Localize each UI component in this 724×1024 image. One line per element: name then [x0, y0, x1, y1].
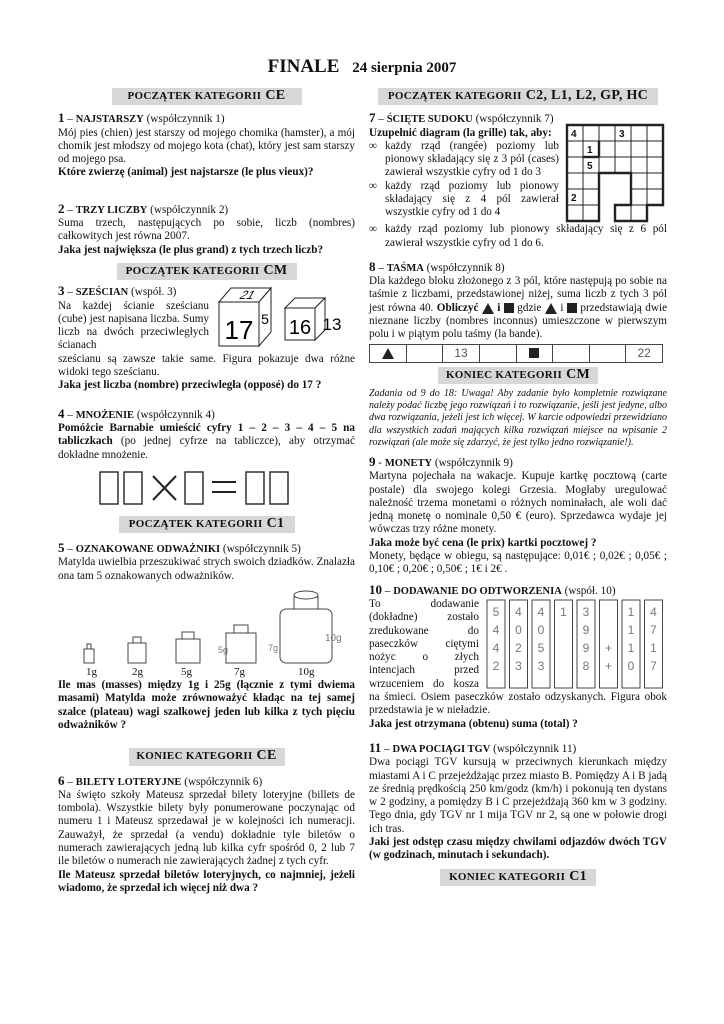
exercise-11-text: Dwa pociągi TGV kursują w przeciwnych kierunkach między miastami A i C przejeżdżając przez miasto B. Pomiędzy A i B jadą ze średnią prędkością 250 km/godz (km/h) i pokonują ten dystans w 2 godziny, a pomiędzy B i C przejeżdżają 360 km w 3 godziny. Tego dnia, gdy TGV nr 1 mija TGV nr 2, są one w połowie drogi ich tras. — [369, 756, 667, 835]
digit-box-1 — [100, 472, 118, 504]
cube-figure — [215, 284, 355, 348]
paper-strips-figure — [485, 598, 667, 690]
band-c1-start: POCZĄTEK KATEGORII C1 — [119, 516, 295, 533]
notice-text: Zadania od 9 do 18: Uwaga! Aby zadanie było kompletnie rozwiązane należy podać liczbę jego rozwiązań i to rozwiązanie, jeśli jest jedyne, albo dwa rozwiązania, jeżeli jest ich więcej. W karcie odpowiedzi przewidziano dla wszystkich zadań mających kilka rozwiązań miejsce na wpisanie 2 rozwiązań (ale może się zdarzyć, że jest tylko jedno rozwiązanie!). — [369, 387, 667, 448]
tape-cell-3: 13 — [443, 345, 480, 362]
strip-digit: 3 — [537, 658, 545, 673]
strip-digit: 9 — [582, 640, 590, 655]
strip-digit: 0 — [627, 658, 635, 673]
strip-digit: 4 — [515, 604, 522, 619]
strip-digit: 1 — [627, 640, 635, 655]
page-title — [0, 56, 724, 77]
exercise-11-question: Jaki jest odstęp czasu między chwilami odjazdów dwóch TGV (w godzinach, minutach i sekundach). — [369, 836, 667, 862]
grid-cell-r0c0: 4 — [571, 129, 577, 141]
digit-box-4 — [246, 472, 264, 504]
strip-digit: 1 — [627, 604, 635, 619]
weight-label-5g: 5g — [181, 666, 192, 679]
grid-cell-r2c1: 5 — [587, 161, 593, 173]
exercise-3-question: Jaka jest liczba (nombre) przeciwległa (opposé) do 17 ? — [58, 379, 322, 392]
weight-2g — [128, 643, 146, 663]
digit-box-2 — [124, 472, 142, 504]
strip-digit: 1 — [627, 622, 635, 637]
weight-5g-inner: 5g — [218, 645, 229, 656]
strip-digit: 3 — [582, 604, 590, 619]
tape-cell-5 — [517, 345, 554, 362]
exercise-1-question: Które zwierzę (animal) jest najstarsze (le plus vieux)? — [58, 166, 314, 179]
weight-label-10g: 10g — [298, 666, 315, 679]
exercise-6-question: Ile Mateusz sprzedał biletów loteryjnych, co najmniej, jeżeli wiadomo, że sprzedał ich więcej niż dwa ? — [58, 868, 355, 894]
digit-box-5 — [270, 472, 288, 504]
multiplication-figure — [58, 462, 355, 510]
rule-item: ∞ każdy rząd poziomy lub pionowy składający się z 4 pól zawierał wszystkie cyfry od 1 do 4 — [369, 179, 559, 219]
exercise-5-text: Matylda uwielbia przeszukiwać strych swoich dziadków. Znalazła ona tam 5 oznakowanych odważników. — [58, 556, 355, 582]
exercise-7-intro: Uzupełnić diagram (la grille) tak, aby: — [369, 126, 552, 139]
weights-figure — [58, 583, 355, 679]
exercise-5-question: Ile mas (masses) między 1g i 25g (łącznie z tymi dwiema masami) Matylda może zrównoważyć kładąc na tej samej szalce (plateau) wagi szalkowej jeden lub kilka z tych pięciu odważników ? — [58, 679, 355, 731]
exercise-4: 4 – MNOŻENIE (współczynnik 4) Pomóżcie Barnabie umieścić cyfry 1 – 2 – 3 – 4 – 5 na tabliczkach (po jednej cyfrze na tabliczce), aby otrzymać dokładne mnożenie. — [58, 407, 355, 510]
strip-digit: 4 — [492, 622, 500, 637]
number-tape — [369, 344, 663, 363]
strip-digit: 1 — [560, 604, 567, 619]
cube-1-front: 17 — [224, 315, 254, 346]
tape-cell-7 — [590, 345, 627, 362]
strip-digit: 2 — [492, 658, 500, 673]
strip-digit: 2 — [515, 640, 522, 655]
exercise-2-text: Suma trzech, następujących po sobie, liczb (nombres) całkowitych jest równa 2007. — [58, 217, 355, 243]
exercise-2-question: Jaka jest największa (le plus grand) z tych trzech liczb? — [58, 243, 324, 256]
strip-digit: 9 — [582, 622, 590, 637]
weight-7g — [226, 633, 256, 663]
title-date: 24 sierpnia 2007 — [352, 60, 457, 76]
cube-1-side: 5 — [261, 311, 269, 328]
exercise-7-rules — [369, 140, 667, 250]
left-column — [58, 88, 355, 901]
strip-digit: 0 — [515, 622, 522, 637]
cube-2-side: 13 — [322, 315, 342, 335]
weight-7g-inner: 7g — [268, 643, 279, 654]
grid-cell-r0c3: 3 — [619, 129, 625, 141]
exercise-2: 2 – TRZY LICZBY (współczynnik 2) Suma trzech, następujących po sobie, liczb (nombres) całkowitych jest równa 2007. Jaka jest największa (le plus grand) z tych trzech liczb? — [58, 200, 355, 256]
cube-1-top: 21 — [237, 288, 259, 303]
tape-cell-6 — [553, 345, 590, 362]
exercise-4-question: Pomóżcie Barnabie umieścić cyfry 1 – 2 – 3 – 4 – 5 na tabliczkach — [58, 421, 355, 448]
right-column — [369, 88, 667, 890]
exercise-9: 9 - MONETY (współczynnik 9) Martyna pojechała na wakacje. Kupuje kartkę pocztową (carte postale) dla swojego kolegi Grzesia. Mogłaby uregulować należność trzema monetami o różnych nominałach, ale woli dać jedną monetę o nominale 0,50 € (euro). Sprzedawca wydaje jej wówczas trzy różne monety. Jaka może być cena (le prix) kartki pocztowej ? Monety, będące w obiegu, są następujące: 0,01€ ; 0,02€ ; 0,05€ ; 0,10€ ; 0,20€ ; 0,50€ ; 1€ i 2€ . — [369, 453, 667, 576]
strip-digit: 1 — [650, 640, 657, 655]
strip-digit: 7 — [650, 658, 657, 673]
rule-item: ∞ każdy rząd poziomy lub pionowy składający się z 6 pól zawierał wszystkie cyfry od 1 do 6. — [369, 223, 667, 249]
exercise-8-question: Obliczyć — [436, 301, 479, 314]
triangle-icon — [545, 303, 557, 314]
strip-digit: 7 — [650, 622, 657, 637]
triangle-icon — [482, 303, 494, 314]
exercise-3-text-2: sześcianu są zawsze takie same. Figura pokazuje dwa różne widoki tego sześcianu. — [58, 352, 355, 379]
band-c2-start: POCZĄTEK KATEGORII C2, L1, L2, GP, HC — [378, 88, 658, 105]
grid-cell-r4c0: 2 — [571, 193, 577, 205]
weight-label-2g: 2g — [132, 666, 143, 679]
exercise-10-text: To dodawanie (dokładne) zostało zredukowane do paseczków ciętymi nożyc o złych intencjach przed wrzuceniem do kosza na śmieci. Osiem paseczków zostało odzyskanych. Figura obok przedstawia je w nieładzie. — [369, 597, 667, 717]
tape-cell-4 — [480, 345, 517, 362]
strip-digit: 3 — [515, 658, 522, 673]
tape-cell-8: 22 — [637, 345, 651, 360]
square-icon — [529, 348, 539, 358]
exercise-9-question: Jaka może być cena (le prix) kartki pocztowej ? — [369, 536, 597, 549]
strip-digit: + — [604, 640, 613, 655]
exercise-5: 5 – OZNAKOWANE ODWAŻNIKI (współczynnik 5) Matylda uwielbia przeszukiwać strych swoich dziadków. Znalazła ona tam 5 oznakowanych odważników. 5g 7g 10g 1g 2g 5g 7g 10g Ile mas (masses) między 1g i 25g (łącznie z tymi dwiema masami) Matylda może zrównoważyć kładąc na tej samej szalce (plateau) wagi szalkowej jeden lub kilka z tych pięciu odważników ? — [58, 540, 355, 731]
square-icon — [504, 303, 514, 313]
cube-2-front: 16 — [288, 317, 312, 340]
strip-digit: + — [604, 658, 613, 673]
weight-label-7g: 7g — [234, 666, 245, 679]
band-c1-end: KONIEC KATEGORII C1 — [440, 869, 596, 886]
exercise-8: 8 – TAŚMA (współczynnik 8) Dla każdego bloku złożonego z 3 pól, które następują po sobie na taśmie z liczbami, przedstawionej niżej, suma liczb z tych 3 pól jest równa 40. Obliczyć i gdzie i przedstawiają dwie nieznane liczby (nombres inconnus) umieszczone w pierwszym polu i w piątym polu taśmy (la bande). 13 22 — [369, 260, 667, 363]
weight-1g — [84, 649, 94, 663]
tape-cell-2 — [407, 345, 444, 362]
exercise-9-coins: Monety, będące w obiegu, są następujące: 0,01€ ; 0,02€ ; 0,05€ ; 0,10€ ; 0,20€ ; 0,50€ ; 1€ i 2€ . — [369, 550, 667, 576]
strip-digit: 4 — [650, 604, 657, 619]
rule-item: ∞ każdy rząd (rangée) poziomy lub pionowy składający się z 3 pól (cases) zawierał wszystkie cyfry od 1 do 3 — [369, 139, 559, 179]
exercise-7: 4 3 1 5 2 7 – ŚCIĘTE SUDOKU (współczynnik 7) Uzupełnić diagram (la grille) tak, aby: ∞ każdy rząd (rangée) poziomy lub pionowy składający się z 3 pól (cases) zawierał wszystkie cyfry od 1 do 3 ∞ każdy rząd poziomy lub pionowy składający się z 4 pól zawierał wszystkie cyfry od 1 do 4 ∞ każdy rząd poziomy lub pionowy składający się z 6 pól zawierał wszystkie cyfry od 1 do 6. — [369, 110, 667, 249]
exercise-10: 10 – DODAWANIE DO ODTWORZENIA (współ. 10) 5 4 4 2 4 0 2 3 4 0 5 3 1 3 9 9 8 + + 1 1 1 0 4 7 1 7 To dodawanie (dokładne) zostało zredukowane do paseczków ciętymi nożyc o złych intencjach przed wrzuceniem do kosza na śmieci. Osiem paseczków zostało odzyskanych. Figura obok przedstawia je w nieładzie. Jaka jest otrzymana (obtenu) suma (total) ? — [369, 581, 667, 730]
grid-cell-r1c1: 1 — [587, 145, 593, 157]
band-cm-start: POCZĄTEK KATEGORII CM — [117, 263, 297, 280]
exercise-11: 11 – DWA POCIĄGI TGV (współczynnik 11) Dwa pociągi TGV kursują w przeciwnych kierunkach między miastami A i C przejeżdżając przez miasto B. Pomiędzy A i B jadą ze średnią prędkością 250 km/godz (km/h) i pokonują ten dystans w 2 godziny, a pomiędzy B i C przejeżdżają 360 km w 3 godziny. Tego dnia, gdy TGV nr 1 mija TGV nr 2, są one w połowie drogi ich tras. Jaki jest odstęp czasu między chwilami odjazdów dwóch TGV (w godzinach, minutach i sekundach). — [369, 739, 667, 862]
strip-digit: 5 — [492, 604, 500, 619]
digit-box-3 — [185, 472, 203, 504]
strip-digit: 8 — [582, 658, 590, 673]
weight-label-1g: 1g — [86, 666, 97, 679]
strip-digit: 4 — [492, 640, 500, 655]
exercise-6-text: Na święto szkoły Mateusz sprzedał bilety loteryjne (billets de tombola). Wszystkie bilety były ponumerowane poczynając od numeru 1 i Mateusz sprzedawał je w kolejności ich numeracji. Zauważył, że sprzedał (a vendu) dokładnie tyle biletów o numerach zawierających jedną lub kilka cyfr spośród 0, 2 lub 7 ile biletów o numerach nie zawierających żadnej z tych cyfr. — [58, 788, 355, 868]
title-main: FINALE — [267, 56, 340, 77]
strip-digit: 0 — [537, 622, 545, 637]
exercise-10-question: Jaka jest otrzymana (obtenu) suma (total) ? — [369, 717, 578, 730]
exercise-9-text: Martyna pojechała na wakacje. Kupuje kartkę pocztową (carte postale) dla swojego kolegi Grzesia. Mogłaby uregulować należność trzema monetami o różnych nominałach, ale woli dać jedną monetę o nominale 0,50 € (euro). Sprzedawca wydaje jej wówczas trzy różne monety. — [369, 470, 667, 536]
tape-cell-1 — [370, 345, 407, 362]
band-cm-end: KONIEC KATEGORII CM — [438, 367, 598, 384]
exercise-3-text-1: Na każdej ścianie sześcianu (cube) jest napisana liczba. Sumy liczb na dwóch przeciwległych ścianach — [58, 299, 209, 352]
strip-digit: 5 — [537, 640, 545, 655]
weight-10g-inner: 10g — [325, 633, 342, 645]
exercise-6: 6 – BILETY LOTERYJNE (współczynnik 6) Na święto szkoły Mateusz sprzedał bilety loteryjne (billets de tombola). Wszystkie bilety były ponumerowane poczynając od numeru 1 i Mateusz sprzedawał je w kolejności ich numeracji. Zauważył, że sprzedał (a vendu) dokładnie tyle biletów o numerach zawierających jedną lub kilka cyfr spośród 0, 2 lub 7 ile biletów o numerach nie zawierających żadnej z tych cyfr. Ile Mateusz sprzedał biletów loteryjnych, co najmniej, jeżeli wiadomo, że sprzedał ich więcej niż dwa ? — [58, 772, 355, 894]
strip-digit: 4 — [537, 604, 545, 619]
weight-5g — [176, 639, 200, 663]
exercise-1: 1 – NAJSTARSZY (współczynnik 1) Mój pies (chien) jest starszy od mojego chomika (hamster), a mój chomik jest młodszy od mojego kota (chat), który jest sam starszy od mojego psa. Które zwierzę (animal) jest najstarsze (le plus vieux)? — [58, 110, 355, 179]
band-ce-end: KONIEC KATEGORII CE — [129, 748, 285, 765]
triangle-icon — [382, 348, 394, 359]
band-ce-start: POCZĄTEK KATEGORII CE — [112, 88, 302, 105]
exercise-3: 17 21 5 16 13 3 – SZEŚCIAN (współ. 3) Na każdej ścianie sześcianu (cube) jest napisana liczba. Sumy liczb na dwóch przeciwległych ścianach sześcianu są zawsze takie same. Figura pokazuje dwa różne widoki tego sześcianu. Jaka jest liczba (nombre) przeciwległa (opposé) do 17 ? — [58, 283, 355, 392]
square-icon — [567, 303, 577, 313]
exercise-1-text: Mój pies (chien) jest starszy od mojego chomika (hamster), a mój chomik jest młodszy od mojego kota (chat), który jest sam starszy od mojego psa. — [58, 126, 355, 166]
